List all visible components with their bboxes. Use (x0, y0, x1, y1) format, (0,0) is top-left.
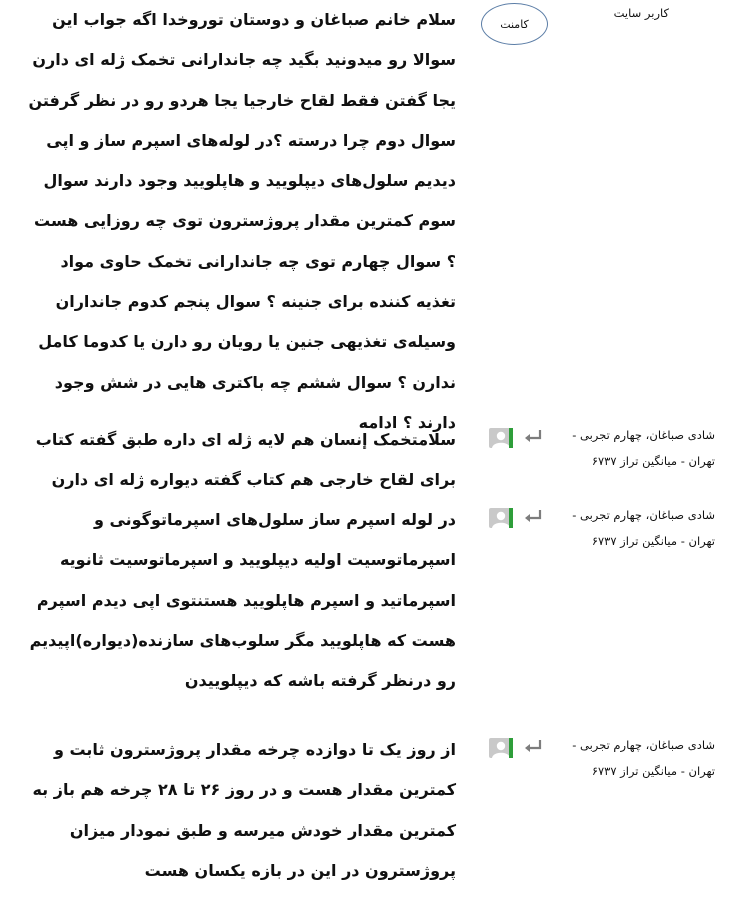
reply-icons (489, 738, 544, 760)
reply-author (555, 422, 715, 474)
reply-author (555, 732, 715, 784)
reply-text: در لوله اسپرم ساز سلول‌های اسپرماتوگونی و اسپرماتوسیت اولیه دیپلویید و اسپرماتوسیت ثانویه اسپرماتید و اسپرم هاپلویید هستنتوی اپی دیدم اسپرم هست که هاپلویید مگر سلوب‌های سازنده(دیواره)اپیدیم رو درنظر گرفته باشه که دیپلوییدن (29, 510, 456, 691)
user-avatar-icon (489, 508, 513, 528)
reply-icons (489, 508, 544, 530)
reply-author-name: شادی صباغان، چهارم تجربی - (572, 738, 715, 752)
user-avatar-icon (489, 738, 513, 758)
reply-arrow-icon[interactable] (523, 509, 543, 525)
reply-author-meta: تهران - میانگین تراز ۶۷۳۷ (591, 454, 715, 468)
question-text: سلام خانم صباغان و دوستان توروخدا اگه جواب این سوالا رو میدونید بگید چه جاندارانی تخمک ژله ای دارن یجا گفتن فقط لقاح خارجیا یجا هردو رو در نظر گرفتن سوال دوم چرا درسته ؟در لوله‌های اسپرم ساز و اپی دیدیم سلول‌های دیپلویید و هاپلویید وجود دارند سوال سوم کمترین مقدار پروژسترون توی چه روزایی هست ؟ سوال چهارم توی چه جاندارانی تخمک حاوی مواد تغذیه کننده برای جنینه ؟ سوال پنجم کدوم جانداران وسیله‌ی تغذیهی جنین یا رویان رو دارن یا کدوما کامل ندارن ؟ سوال ششم چه باکتری هایی در شش وجود دارند ؟ ادامه (28, 10, 456, 432)
reply-author-meta: تهران - میانگین تراز ۶۷۳۷ (591, 534, 715, 548)
reply-author-meta: تهران - میانگین تراز ۶۷۳۷ (591, 764, 715, 778)
reply-text: از روز یک تا دوازده چرخه مقدار پروژسترون ثابت و کمترین مقدار هست و در روز ۲۶ تا ۲۸ چرخه هم باز به کمترین مقدار خودش میرسه و طبق نمودار میزان پروژسترون در این در بازه یکسان هست (32, 740, 456, 880)
reply-author (555, 502, 715, 554)
reply-author-name: شادی صباغان، چهارم تجربی - (572, 428, 715, 442)
reply-arrow-icon[interactable] (523, 739, 543, 755)
site-user-label: کاربر سایت (613, 6, 669, 20)
comment-badge[interactable]: کامنت (481, 3, 548, 45)
user-avatar-icon (489, 428, 513, 448)
reply-icons (489, 428, 544, 450)
reply-text: سلامتخمک إنسان هم لایه ژله ای داره طبق گفته کتاب برای لقاح خارجی هم کتاب گفته دیواره ژله ای دارن (35, 430, 456, 490)
reply-arrow-icon[interactable] (523, 429, 543, 445)
reply-author-name: شادی صباغان، چهارم تجربی - (572, 508, 715, 522)
